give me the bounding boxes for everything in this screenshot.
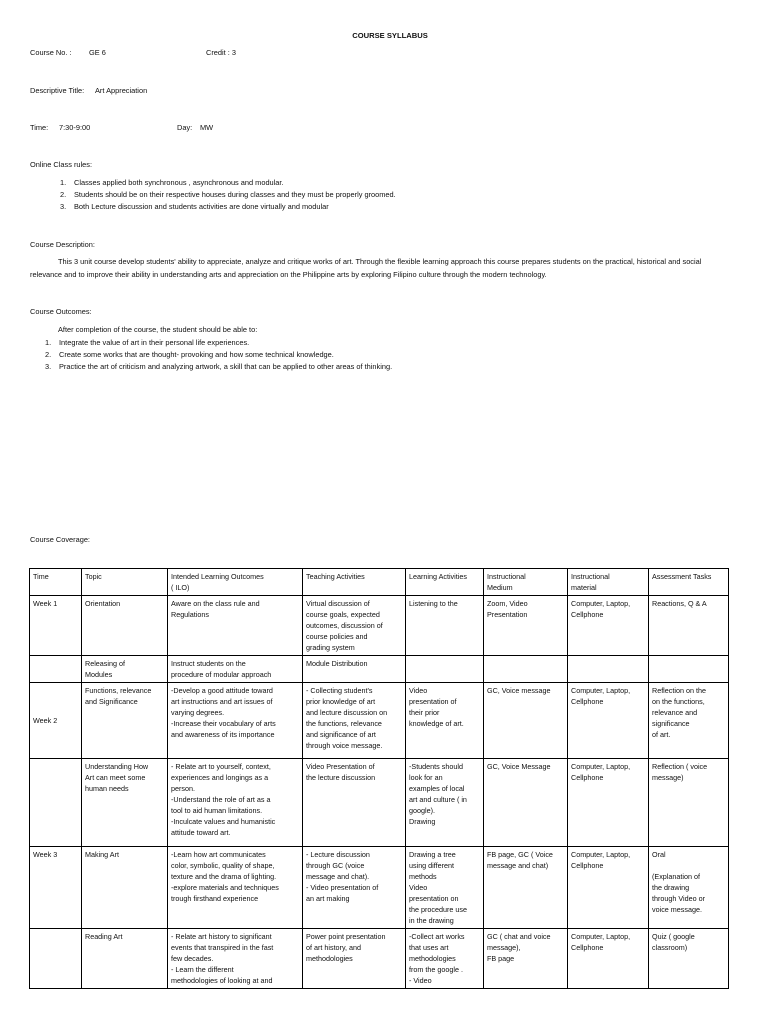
course-description-heading: Course Description: <box>30 240 95 249</box>
cell-learning <box>406 656 484 683</box>
cell-topic: Understanding How Art can meet some human needs <box>82 759 168 847</box>
course-coverage-heading: Course Coverage: <box>30 535 90 544</box>
course-outcomes-intro: After completion of the course, the student should be able to: <box>58 325 258 334</box>
cell-teaching: Power point presentation of art history, and methodologies <box>303 929 406 989</box>
course-outcomes-heading: Course Outcomes: <box>30 307 92 316</box>
cell-material: Computer, Laptop, Cellphone <box>568 596 649 656</box>
cell-ilo: Aware on the class rule and Regulations <box>168 596 303 656</box>
credit-label: Credit : 3 <box>206 48 236 57</box>
cell-learning: Drawing a tree using different methods Video presentation on the procedure use in the drawing <box>406 847 484 929</box>
cell-ilo: -Develop a good attitude toward art instructions and art issues of varying degrees. -Increase their vocabulary of arts and awareness of its importance <box>168 683 303 759</box>
column-header: Intended Learning Outcomes ( ILO) <box>168 569 303 596</box>
course-description-text: This 3 unit course develop students' ability to appreciate, analyze and critique works of art. Through the flexible learning approach this course prepares students on the practical, historical and social relevance and to improve their ability in understanding arts and appreciation on the Philippine arts by exploring Filipino culture through the modern technology. <box>30 257 702 279</box>
cell-learning: -Collect art works that uses art methodologies from the google . - Video <box>406 929 484 989</box>
cell-topic: Reading Art <box>82 929 168 989</box>
cell-teaching: Module Distribution <box>303 656 406 683</box>
cell-time: Week 1 <box>30 596 82 656</box>
table-header-row <box>30 569 729 596</box>
table-row <box>30 656 729 683</box>
cell-ilo: - Relate art to yourself, context, experiences and longings as a person. -Understand the role of art as a tool to aid human limitations. -Inculcate values and humanistic attitude toward art. <box>168 759 303 847</box>
column-header: Assessment Tasks <box>649 569 729 596</box>
column-header: Learning Activities <box>406 569 484 596</box>
cell-topic: Releasing of Modules <box>82 656 168 683</box>
online-rules-heading: Online Class rules: <box>30 160 93 169</box>
cell-medium: GC ( chat and voice message), FB page <box>484 929 568 989</box>
table-row <box>30 929 729 989</box>
cell-ilo: Instruct students on the procedure of modular approach <box>168 656 303 683</box>
cell-ilo: - Relate art history to significant events that transpired in the fast few decades. - Learn the different methodologies of looking at and <box>168 929 303 989</box>
cell-material <box>568 656 649 683</box>
cell-learning: -Students should look for an examples of local art and culture ( in google). Drawing <box>406 759 484 847</box>
cell-assessment <box>649 656 729 683</box>
cell-assessment: Quiz ( google classroom) <box>649 929 729 989</box>
cell-teaching: Virtual discussion of course goals, expected outcomes, discussion of course policies and grading system <box>303 596 406 656</box>
course-no-value: GE 6 <box>89 48 106 57</box>
cell-learning: Listening to the <box>406 596 484 656</box>
cell-teaching: - Collecting student's prior knowledge of art and lecture discussion on the functions, relevance and significance of art through voice message. <box>303 683 406 759</box>
cell-assessment: Reflection on the on the functions, relevance and significance of art. <box>649 683 729 759</box>
cell-medium: Zoom, Video Presentation <box>484 596 568 656</box>
cell-teaching: Video Presentation of the lecture discussion <box>303 759 406 847</box>
table-row <box>30 847 729 929</box>
time-label: Time: <box>30 123 49 132</box>
table-row <box>30 683 729 759</box>
cell-time <box>30 929 82 989</box>
cell-learning: Video presentation of their prior knowledge of art. <box>406 683 484 759</box>
cell-material: Computer, Laptop, Cellphone <box>568 929 649 989</box>
cell-time: Week 3 <box>30 847 82 929</box>
cell-teaching: - Lecture discussion through GC (voice message and chat). - Video presentation of an art making <box>303 847 406 929</box>
course-no-label: Course No. : <box>30 48 72 57</box>
cell-material: Computer, Laptop, Cellphone <box>568 683 649 759</box>
cell-time <box>30 759 82 847</box>
cell-medium <box>484 656 568 683</box>
column-header: Time <box>30 569 82 596</box>
cell-time: Week 2 <box>30 683 82 759</box>
column-header: Instructional Medium <box>484 569 568 596</box>
cell-material: Computer, Laptop, Cellphone <box>568 759 649 847</box>
course-coverage-table <box>29 568 729 989</box>
descriptive-title-label: Descriptive Title: <box>30 86 85 95</box>
cell-topic: Orientation <box>82 596 168 656</box>
cell-assessment: Oral (Explanation of the drawing through Video or voice message. <box>649 847 729 929</box>
cell-ilo: -Learn how art communicates color, symbolic, quality of shape, texture and the drama of lighting. -explore materials and techniques trough firsthand experience <box>168 847 303 929</box>
cell-medium: GC, Voice message <box>484 683 568 759</box>
cell-medium: GC, Voice Message <box>484 759 568 847</box>
cell-topic: Functions, relevance and Significance <box>82 683 168 759</box>
column-header: Teaching Activities <box>303 569 406 596</box>
cell-assessment: Reactions, Q & A <box>649 596 729 656</box>
day-label: Day: <box>177 123 193 132</box>
cell-topic: Making Art <box>82 847 168 929</box>
column-header: Topic <box>82 569 168 596</box>
cell-material: Computer, Laptop, Cellphone <box>568 847 649 929</box>
time-value: 7:30-9:00 <box>59 123 91 132</box>
table-row <box>30 759 729 847</box>
table-row <box>30 596 729 656</box>
cell-medium: FB page, GC ( Voice message and chat) <box>484 847 568 929</box>
cell-time <box>30 656 82 683</box>
page-title: COURSE SYLLABUS <box>352 31 428 40</box>
descriptive-title-value: Art Appreciation <box>95 86 148 95</box>
column-header: Instructional material <box>568 569 649 596</box>
cell-assessment: Reflection ( voice message) <box>649 759 729 847</box>
day-value: MW <box>200 123 214 132</box>
